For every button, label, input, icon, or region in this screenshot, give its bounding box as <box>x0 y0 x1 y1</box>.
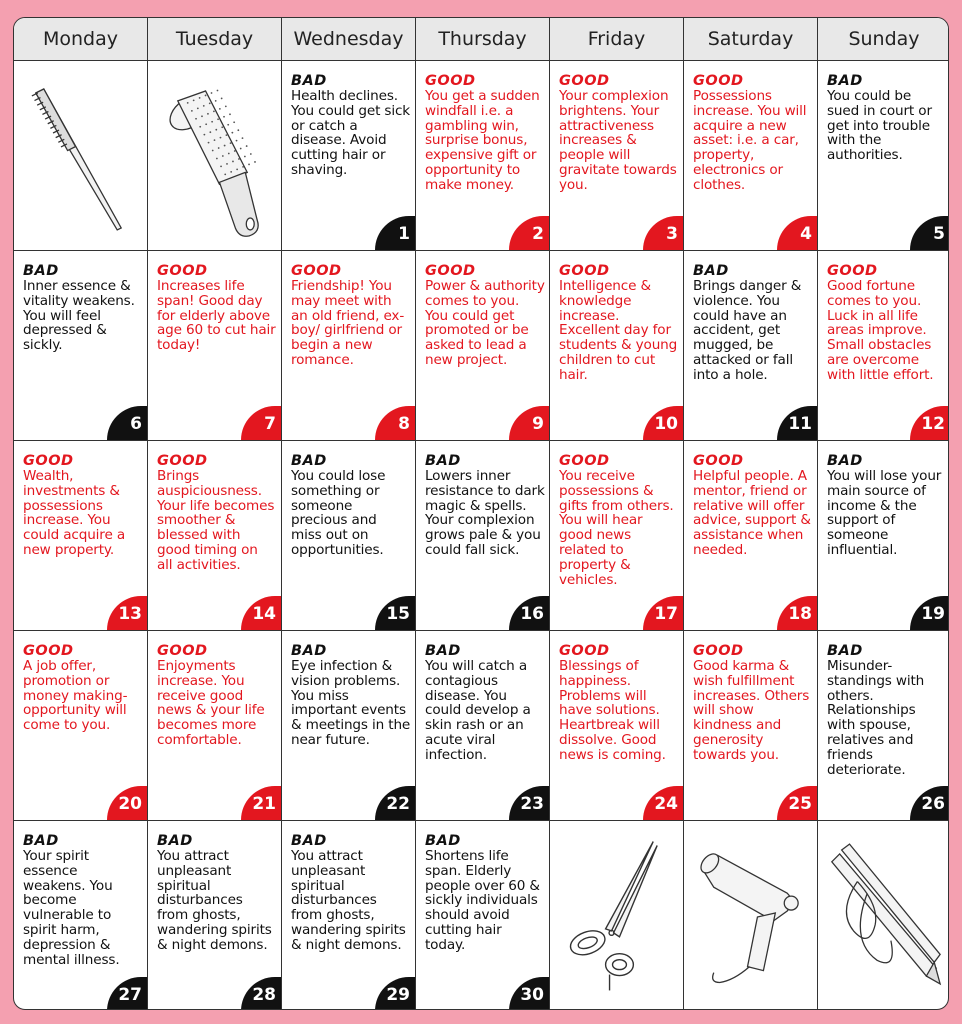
day-number-badge: 6 <box>107 406 147 440</box>
illustration-cell <box>148 61 282 251</box>
day-number-badge: 7 <box>241 406 281 440</box>
day-number-badge: 1 <box>375 216 415 250</box>
day-cell <box>416 61 550 251</box>
omen-label: BAD <box>291 73 327 89</box>
omen-label: GOOD <box>827 263 878 279</box>
day-cell <box>148 631 282 821</box>
omen-description: Blessings of happiness. Problems will have solutions. Heartbreak will dissolve. Good news is coming. <box>559 658 666 763</box>
omen-description: Shortens life span. Elderly people over 60 & sickly individuals should avoid cutting hair today. <box>425 848 540 953</box>
day-number-badge: 10 <box>643 406 683 440</box>
day-cell <box>416 631 550 821</box>
omen-description: You will lose your main source of income & the support of someone influential. <box>827 468 942 558</box>
day-number-badge: 26 <box>910 786 949 820</box>
illustration-cell <box>14 61 148 251</box>
day-cell <box>14 251 148 441</box>
day-number-badge: 5 <box>910 216 949 250</box>
omen-description: Good fortune comes to you. Luck in all life areas improve. Small obstacles are overcome with little effort. <box>827 278 934 383</box>
day-cell <box>14 631 148 821</box>
day-cell <box>282 821 416 1010</box>
day-cell <box>14 821 148 1010</box>
day-thursday: Thursday <box>416 18 550 61</box>
day-number-badge: 29 <box>375 977 415 1010</box>
day-cell <box>416 441 550 631</box>
omen-label: BAD <box>693 263 729 279</box>
day-number-badge: 14 <box>241 596 281 630</box>
day-number-badge: 11 <box>777 406 817 440</box>
omen-description: Eye infection & vision problems. You miss important events & meetings in the near future. <box>291 658 411 748</box>
day-number-badge: 20 <box>107 786 147 820</box>
illustration-cell <box>818 821 949 1010</box>
day-cell <box>818 61 949 251</box>
day-cell <box>684 441 818 631</box>
omen-description: Friendship! You may meet with an old friend, ex-boy/ girlfriend or begin a new romance. <box>291 278 405 368</box>
omen-label: GOOD <box>693 73 744 89</box>
omen-label: GOOD <box>291 263 342 279</box>
omen-label: BAD <box>425 453 461 469</box>
day-number-badge: 22 <box>375 786 415 820</box>
day-cell <box>818 441 949 631</box>
omen-label: BAD <box>827 643 863 659</box>
omen-label: GOOD <box>157 643 208 659</box>
day-cell <box>550 441 684 631</box>
omen-label: BAD <box>425 833 461 849</box>
day-cell <box>684 251 818 441</box>
omen-description: You attract unpleasant spiritual disturbances from ghosts, wandering spirits & night demons. <box>291 848 406 953</box>
day-monday: Monday <box>14 18 148 61</box>
omen-description: Increases life span! Good day for elderly above age 60 to cut hair today! <box>157 278 276 354</box>
omen-label: GOOD <box>23 643 74 659</box>
illustration-cell <box>684 821 818 1010</box>
omen-label: BAD <box>827 73 863 89</box>
omen-description: Helpful people. A mentor, friend or relative will offer advice, support & assistance when needed. <box>693 468 811 558</box>
day-cell <box>550 251 684 441</box>
day-cell <box>148 821 282 1010</box>
omen-label: GOOD <box>157 263 208 279</box>
day-cell <box>14 441 148 631</box>
day-number-badge: 24 <box>643 786 683 820</box>
omen-description: Brings auspiciousness. Your life becomes smoother & blessed with good timing on all activities. <box>157 468 275 573</box>
day-number-badge: 13 <box>107 596 147 630</box>
omen-description: You attract unpleasant spiritual disturbances from ghosts, wandering spirits & night demons. <box>157 848 272 953</box>
omen-description: Lowers inner resistance to dark magic & spells. Your complexion grows pale & you could fall sick. <box>425 468 545 558</box>
omen-label: GOOD <box>559 73 610 89</box>
illustration-cell <box>550 821 684 1010</box>
omen-description: You could be sued in court or get into trouble with the authorities. <box>827 88 932 164</box>
day-wednesday: Wednesday <box>282 18 416 61</box>
omen-label: GOOD <box>157 453 208 469</box>
day-saturday: Saturday <box>684 18 818 61</box>
day-number-badge: 4 <box>777 216 817 250</box>
day-cell <box>550 61 684 251</box>
omen-label: BAD <box>291 833 327 849</box>
day-cell <box>416 251 550 441</box>
day-number-badge: 25 <box>777 786 817 820</box>
omen-label: GOOD <box>693 643 744 659</box>
day-cell <box>818 631 949 821</box>
day-cell <box>684 631 818 821</box>
omen-label: GOOD <box>23 453 74 469</box>
omen-description: Enjoyments increase. You receive good news & your life becomes more comfortable. <box>157 658 265 748</box>
day-sunday: Sunday <box>848 28 920 50</box>
omen-description: A job offer, promotion or money making-opportunity will come to you. <box>23 658 128 734</box>
omen-description: Your spirit essence weakens. You become vulnerable to spirit harm, depression & mental illness. <box>23 848 120 968</box>
omen-label: GOOD <box>559 643 610 659</box>
day-number-badge: 23 <box>509 786 549 820</box>
omen-description: Wealth, investments & possessions increase. You could acquire a new property. <box>23 468 126 558</box>
omen-label: GOOD <box>559 263 610 279</box>
day-number-badge: 27 <box>107 977 147 1010</box>
omen-description: Misunder-standings with others. Relationships with spouse, relatives and friends deteriorate. <box>827 658 925 778</box>
omen-label: GOOD <box>425 263 476 279</box>
day-cell <box>550 631 684 821</box>
omen-label: GOOD <box>693 453 744 469</box>
day-cell <box>282 631 416 821</box>
day-number-badge: 8 <box>375 406 415 440</box>
omen-description: Brings danger & violence. You could have an accident, get mugged, be attacked or fall into a hole. <box>693 278 802 383</box>
omen-description: Intelligence & knowledge increase. Excellent day for students & young children to cut hair. <box>559 278 678 383</box>
day-number-badge: 2 <box>509 216 549 250</box>
day-cell <box>416 821 550 1010</box>
omen-description: Possessions increase. You will acquire a new asset: i.e. a car, property, electronics or clothes. <box>693 88 807 193</box>
omen-description: You will catch a contagious disease. You could develop a skin rash or an acute viral infection. <box>425 658 531 763</box>
weekday-header <box>14 18 948 61</box>
day-cell <box>282 61 416 251</box>
omen-label: GOOD <box>559 453 610 469</box>
omen-description: Good karma & wish fulfillment increases. Others will show kindness and generosity towards you. <box>693 658 810 763</box>
omen-label: BAD <box>827 453 863 469</box>
day-number-badge: 16 <box>509 596 549 630</box>
day-number-badge: 17 <box>643 596 683 630</box>
omen-description: You get a sudden windfall i.e. a gambling win, surprise bonus, expensive gift or opportunity to make money. <box>425 88 540 193</box>
omen-label: BAD <box>157 833 193 849</box>
day-number-badge: 3 <box>643 216 683 250</box>
omen-description: Health declines. You could get sick or catch a disease. Avoid cutting hair or shaving. <box>291 88 411 178</box>
day-number-badge: 19 <box>910 596 949 630</box>
day-number-badge: 15 <box>375 596 415 630</box>
omen-label: BAD <box>23 263 59 279</box>
day-number-badge: 18 <box>777 596 817 630</box>
day-number-badge: 9 <box>509 406 549 440</box>
day-number-badge: 28 <box>241 977 281 1010</box>
day-cell <box>684 61 818 251</box>
omen-description: You could lose something or someone precious and miss out on opportunities. <box>291 468 386 558</box>
day-number-badge: 21 <box>241 786 281 820</box>
omen-label: GOOD <box>425 73 476 89</box>
day-cell <box>818 251 949 441</box>
omen-label: BAD <box>425 643 461 659</box>
day-cell <box>148 251 282 441</box>
omen-label: BAD <box>23 833 59 849</box>
omen-description: Power & authority comes to you. You could get promoted or be asked to lead a new project. <box>425 278 545 368</box>
omen-description: Inner essence & vitality weakens. You will feel depressed & sickly. <box>23 278 135 354</box>
day-tuesday: Tuesday <box>148 18 282 61</box>
omen-description: You receive possessions & gifts from others. You will hear good news related to property & vehicles. <box>559 468 674 588</box>
day-cell <box>282 441 416 631</box>
omen-description: Your complexion brightens. Your attractiveness increases & people will gravitate towards you. <box>559 88 677 193</box>
day-number-badge: 12 <box>910 406 949 440</box>
calendar-frame <box>13 17 949 1010</box>
omen-label: BAD <box>291 453 327 469</box>
day-number-badge: 30 <box>509 977 549 1010</box>
omen-label: BAD <box>291 643 327 659</box>
day-cell <box>148 441 282 631</box>
day-cell <box>282 251 416 441</box>
day-friday: Friday <box>550 18 684 61</box>
